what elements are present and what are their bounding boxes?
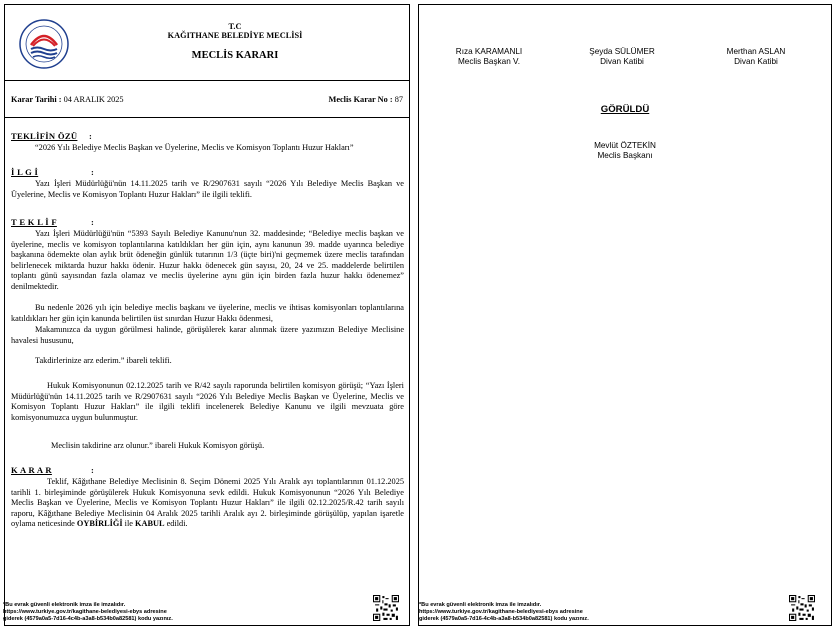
- teklif-paragraph-4: Takdirlerinize arz ederim.” ibareli teklifi.: [35, 356, 172, 365]
- teklif-paragraph-2: Bu nedenle 2026 yılı için belediye meclis başkanı ve üyelerine, meclis ve ihtisas komisyonları toplantılarına katıldıkları her gün için kanunda belirtilen üst sınırdan Huzur Hakkı ödenmesi,: [11, 303, 404, 323]
- teklif-paragraph-3: Makamınızca da uygun görülmesi halinde, görüşülerek karar alınmak üzere yazımızın Belediye Meclisine havalesi hususunu,: [11, 325, 404, 345]
- commission-opinion-paragraph-2: Meclisin takdirine arz olunur.” ibareli Hukuk Komisyon görüşü.: [51, 441, 265, 450]
- mayor-title: Meclis Başkanı: [597, 151, 653, 160]
- header-divider: [5, 80, 409, 81]
- header-council-name: KAĞITHANE BELEDİYE MECLİSİ: [167, 31, 303, 40]
- signatory-name: Şeyda SÜLÜMER: [589, 47, 655, 56]
- signature-block-2: [562, 47, 682, 67]
- section-heading-ilgi: İ L G İ :: [11, 167, 95, 177]
- decision-number: Meclis Karar No : 87: [328, 95, 403, 104]
- signatory-title: Divan Katibi: [600, 57, 644, 66]
- seen-stamp-heading: GÖRÜLDÜ: [600, 104, 650, 115]
- karar-unanimous: OYBİRLİĞİ: [76, 519, 123, 529]
- e-signature-footnote: *Bu evrak güvenli elektronik imza ile imzalıdır. https://www.turkiye.gov.tr/kagithane-belediyesi-ebys adresine giderek (4579a0a5-7d16-4c4b-a3a8-b534b0a82581) kodu yazınız.: [419, 602, 589, 623]
- decision-page: [4, 4, 410, 626]
- meta-divider: [5, 117, 409, 118]
- ilgi-text: Yazı İşleri Müdürlüğü'nün 14.11.2025 tarih ve R/2907631 sayılı “2026 Yılı Belediye Meclis Başkan ve Üyelerine, Meclis ve Komisyon Toplantı Huzur Hakları” ile ilgili teklifi.: [11, 179, 404, 199]
- teklif-ozu-text: “2026 Yılı Belediye Meclis Başkan ve Üyelerine, Meclis ve Komisyon Toplantı Huzur Hakları”: [35, 143, 354, 152]
- document-title: MECLİS KARARI: [191, 50, 279, 61]
- teklif-paragraph-1: Yazı İşleri Müdürlüğü'nün “5393 Sayılı Belediye Kanunu'nun 32. maddesinde; “Belediye meclis başkan ve üyelerine, meclis ve komisyon toplantılarına katıldıkları her gün için, aynı kanunun 39. madde uyarınca belediye başkanına ödemekte olan aylık brüt ödeneğin günlük tutarının 1/3 (üçte biri)'ni geçmemek üzere meclis tarafından belirlenecek miktarda huzur hakkı ödenir. Huzur hakkı ödenecek gün sayısı, 20, 24 ve 25. maddelerde belirtilen toplantı günü sayısından fazla olamaz ve meclis üyelerine aynı gün için birden fazla huzur hakkı ödenemez” denilmektedir.: [11, 229, 404, 291]
- mayor-name: Mevlüt ÖZTEKİN: [594, 141, 656, 150]
- kagithane-municipality-logo: [19, 19, 69, 69]
- signature-block-3: [696, 47, 816, 67]
- signatory-name: Rıza KARAMANLI: [455, 47, 523, 56]
- signatory-title: Divan Katibi: [734, 57, 778, 66]
- section-heading-teklif-ozu: TEKLİFİN ÖZÜ :: [11, 131, 93, 141]
- signature-block-1: [429, 47, 549, 67]
- header-tc: T.C: [228, 22, 242, 31]
- karar-text: Teklif, Kâğıthane Belediye Meclisinin 8. Seçim Dönemi 2025 Yılı Aralık ayı toplantılarının 01.12.2025 tarihli 1. birleşiminde görüşülerek Hukuk Komisyonuna sevk edildi. Hukuk Komisyonunun “2026 Yılı Belediye Meclis Başkan ve Üyelerine, Meclis ve Komisyon Toplantı Huzur Hakları” ile ilgili 02.12.2025/R.42 tarih sayılı raporu, Kâğıthane Belediye Meclisinin 04 Aralık 2025 tarihli Aralık ayı 2. birleşiminde görüşülüp, yapılan işaretle oylama neticesinde OYBİRLİĞİ ile KABUL edildi.: [11, 477, 404, 529]
- section-heading-karar: K A R A R :: [11, 465, 95, 475]
- karar-accepted: KABUL: [135, 519, 165, 529]
- signatory-name: Merthan ASLAN: [726, 47, 786, 56]
- mayor-signature-block: [565, 141, 685, 161]
- section-heading-teklif: T E K L İ F :: [11, 217, 95, 227]
- e-signature-footnote: *Bu evrak güvenli elektronik imza ile imzalıdır. https://www.turkiye.gov.tr/kagithane-belediyesi-ebys adresine giderek (4579a0a5-7d16-4c4b-a3a8-b534b0a82581) kodu yazınız.: [3, 602, 173, 623]
- signatory-title: Meclis Başkan V.: [457, 57, 521, 66]
- qr-code-icon: [373, 595, 399, 621]
- commission-opinion-paragraph-1: Hukuk Komisyonunun 02.12.2025 tarih ve R/42 sayılı raporunda belirtilen komisyon görüşü; “Yazı İşleri Müdürlüğü'nün 14.11.2025 tarih ve R/2907631 sayılı “2026 Yılı Belediye Meclis Başkan ve Üyelerine, Meclis ve Komisyon Toplantı Huzur Hakları” ile ilgili teklifi incelenerek Belediye Kanunu ve ilgili mevzuata göre komisyonumuzca uygun bulunmuştur.: [11, 381, 404, 422]
- qr-code-icon: [789, 595, 815, 621]
- signature-page: [418, 4, 832, 626]
- decision-date: Karar Tarihi : 04 ARALIK 2025: [11, 95, 124, 104]
